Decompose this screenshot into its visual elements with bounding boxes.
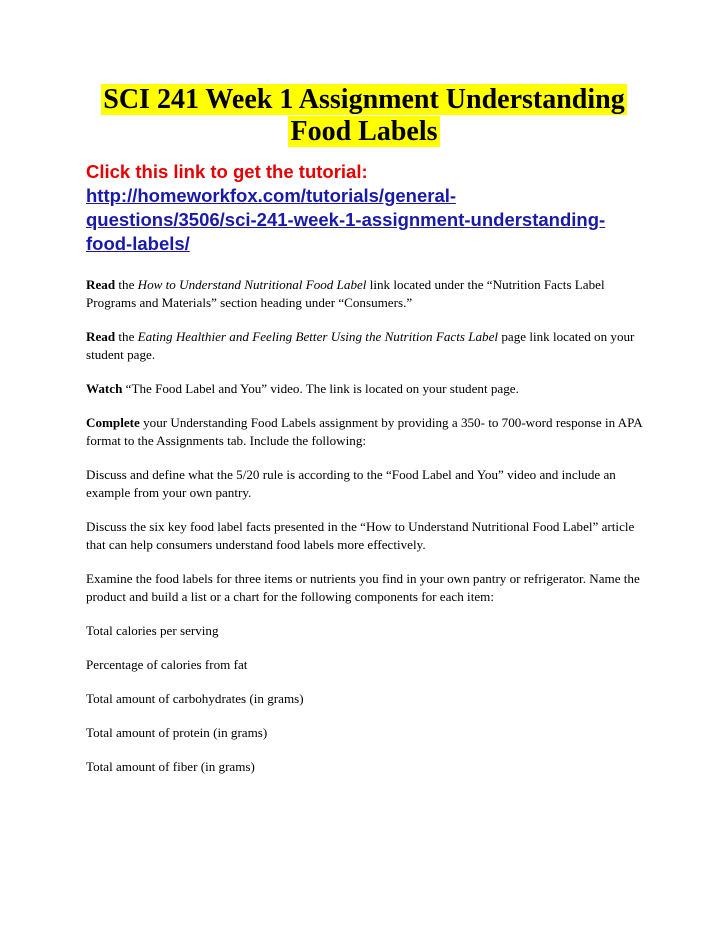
instruction-watch-video: Watch “The Food Label and You” video. The link is located on your student page. xyxy=(86,381,519,396)
component-item: Percentage of calories from fat xyxy=(86,657,248,672)
component-item: Total calories per serving xyxy=(86,623,219,638)
instruction-read-eating-healthier: Read the Eating Healthier and Feeling Better Using the Nutrition Facts Label page link located on your student page. xyxy=(86,329,635,362)
tutorial-label: Click this link to get the tutorial: xyxy=(86,161,368,182)
tutorial-link-line-2: questions/3506/sci-241-week-1-assignment-understanding- xyxy=(86,209,606,230)
tutorial-block xyxy=(86,160,666,256)
title-line-1: SCI 241 Week 1 Assignment Understanding xyxy=(103,84,625,115)
component-item: Total amount of protein (in grams) xyxy=(86,725,268,740)
instruction-5-20-rule: Discuss and define what the 5/20 rule is according to the “Food Label and You” video and include an example from your own pantry. xyxy=(86,467,616,500)
component-item: Total amount of fiber (in grams) xyxy=(86,759,255,774)
component-item: Total amount of carbohydrates (in grams) xyxy=(86,691,304,706)
tutorial-link-line-3: food-labels/ xyxy=(86,233,190,254)
instruction-complete-assignment: Complete your Understanding Food Labels assignment by providing a 350- to 700-word response in APA format to the Assignments tab. Include the following: xyxy=(86,415,642,448)
instruction-six-facts: Discuss the six key food label facts presented in the “How to Understand Nutritional Food Label” article that can help consumers understand food labels more effectively. xyxy=(86,519,635,552)
tutorial-link-line-1: http://homeworkfox.com/tutorials/general- xyxy=(86,185,457,206)
tutorial-link[interactable] xyxy=(86,184,666,256)
document-title xyxy=(60,84,668,148)
instruction-read-food-label: Read the How to Understand Nutritional Food Label link located under the “Nutrition Facts Label Programs and Materials” section heading under “Consumers.” xyxy=(86,277,605,310)
title-line-2: Food Labels xyxy=(290,116,438,147)
instruction-examine-labels: Examine the food labels for three items or nutrients you find in your own pantry or refrigerator. Name the product and build a list or a chart for the following components for each item: xyxy=(86,571,640,604)
instructions-body xyxy=(86,276,646,792)
